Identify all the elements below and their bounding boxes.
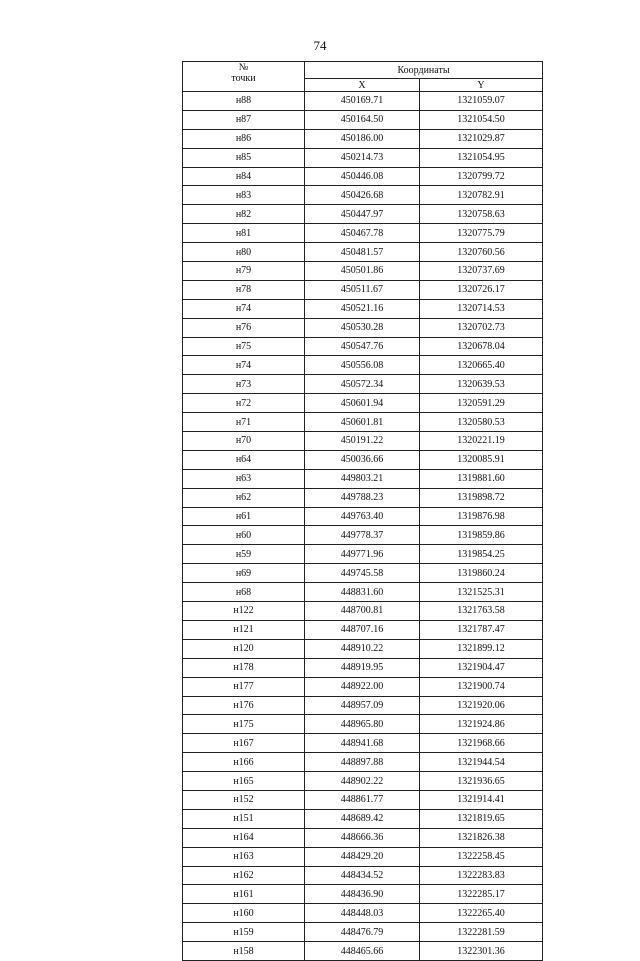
y-coordinate-cell: 1321920.06: [420, 696, 543, 715]
table-row: [183, 92, 543, 111]
point-number-cell: н151: [183, 809, 305, 828]
x-coordinate-cell: 450169.71: [305, 92, 420, 111]
point-number-cell: н70: [183, 432, 305, 451]
point-number-cell: н82: [183, 205, 305, 224]
x-coordinate-cell: 450446.08: [305, 167, 420, 186]
y-coordinate-cell: 1322265.40: [420, 904, 543, 923]
y-coordinate-cell: 1321819.65: [420, 809, 543, 828]
table-row: [183, 847, 543, 866]
point-number-cell: н62: [183, 488, 305, 507]
y-coordinate-cell: 1319898.72: [420, 488, 543, 507]
table-row: [183, 224, 543, 243]
y-coordinate-cell: 1320782.91: [420, 186, 543, 205]
table-row: [183, 790, 543, 809]
y-coordinate-cell: 1319876.98: [420, 507, 543, 526]
table-row: [183, 885, 543, 904]
point-number-cell: н83: [183, 186, 305, 205]
table-row: [183, 432, 543, 451]
y-coordinate-cell: 1320639.53: [420, 375, 543, 394]
table-row: [183, 148, 543, 167]
y-coordinate-cell: 1319881.60: [420, 469, 543, 488]
table-row: [183, 639, 543, 658]
x-coordinate-cell: 448922.00: [305, 677, 420, 696]
y-coordinate-cell: 1321054.50: [420, 110, 543, 129]
y-coordinate-cell: 1322281.59: [420, 923, 543, 942]
x-coordinate-cell: 448434.52: [305, 866, 420, 885]
table-row: [183, 620, 543, 639]
table-row: [183, 318, 543, 337]
point-number-cell: н74: [183, 299, 305, 318]
table-row: [183, 809, 543, 828]
x-coordinate-cell: 448436.90: [305, 885, 420, 904]
y-coordinate-cell: 1319854.25: [420, 545, 543, 564]
y-coordinate-cell: 1320085.91: [420, 450, 543, 469]
y-coordinate-cell: 1321899.12: [420, 639, 543, 658]
x-coordinate-cell: 449745.58: [305, 564, 420, 583]
x-coordinate-cell: 448476.79: [305, 923, 420, 942]
x-coordinate-cell: 450521.16: [305, 299, 420, 318]
y-coordinate-cell: 1320726.17: [420, 280, 543, 299]
page-number: 74: [313, 38, 327, 53]
point-number-cell: н78: [183, 280, 305, 299]
x-coordinate-cell: 448941.68: [305, 734, 420, 753]
point-number-cell: н162: [183, 866, 305, 885]
table-row: [183, 394, 543, 413]
table-row: [183, 715, 543, 734]
table-row: [183, 299, 543, 318]
y-coordinate-cell: 1322285.17: [420, 885, 543, 904]
table-header: [183, 62, 543, 92]
y-coordinate-cell: 1320591.29: [420, 394, 543, 413]
table-row: [183, 488, 543, 507]
point-number-cell: н71: [183, 413, 305, 432]
point-number-cell: н73: [183, 375, 305, 394]
point-number-cell: н122: [183, 602, 305, 621]
x-coordinate-cell: 450501.86: [305, 262, 420, 281]
table-row: [183, 526, 543, 545]
point-number-header-label: точки: [231, 73, 256, 84]
point-number-cell: н63: [183, 469, 305, 488]
table-row: [183, 337, 543, 356]
x-coordinate-cell: 450214.73: [305, 148, 420, 167]
point-number-cell: н175: [183, 715, 305, 734]
point-number-cell: н163: [183, 847, 305, 866]
x-coordinate-cell: 448902.22: [305, 772, 420, 791]
point-number-cell: н165: [183, 772, 305, 791]
table-row: [183, 583, 543, 602]
x-coordinate-cell: 448707.16: [305, 620, 420, 639]
x-coordinate-cell: 450164.50: [305, 110, 420, 129]
x-coordinate-cell: 450547.76: [305, 337, 420, 356]
x-coordinate-cell: 448666.36: [305, 828, 420, 847]
x-coordinate-cell: 450511.67: [305, 280, 420, 299]
x-coordinate-cell: 448465.66: [305, 942, 420, 961]
y-coordinate-cell: 1321936.65: [420, 772, 543, 791]
x-coordinate-cell: 448861.77: [305, 790, 420, 809]
y-coordinate-cell: 1322301.36: [420, 942, 543, 961]
y-coordinate-cell: 1320758.63: [420, 205, 543, 224]
y-coordinate-cell: 1321059.07: [420, 92, 543, 111]
y-coordinate-cell: 1320760.56: [420, 243, 543, 262]
x-coordinate-cell: 450426.68: [305, 186, 420, 205]
point-number-cell: н176: [183, 696, 305, 715]
y-coordinate-cell: 1320775.79: [420, 224, 543, 243]
table-row: [183, 923, 543, 942]
y-coordinate-cell: 1322283.83: [420, 866, 543, 885]
y-coordinate-cell: 1322258.45: [420, 847, 543, 866]
coordinates-header: Координаты: [305, 62, 543, 79]
point-number-cell: н166: [183, 753, 305, 772]
point-number-cell: н178: [183, 658, 305, 677]
y-coordinate-cell: 1320702.73: [420, 318, 543, 337]
point-number-cell: н87: [183, 110, 305, 129]
table-row: [183, 545, 543, 564]
point-number-cell: н85: [183, 148, 305, 167]
y-coordinate-cell: 1320714.53: [420, 299, 543, 318]
table-row: [183, 186, 543, 205]
table-row: [183, 866, 543, 885]
y-coordinate-cell: 1319860.24: [420, 564, 543, 583]
y-coordinate-cell: 1320799.72: [420, 167, 543, 186]
point-number-cell: н59: [183, 545, 305, 564]
x-coordinate-cell: 450530.28: [305, 318, 420, 337]
y-coordinate-cell: 1321900.74: [420, 677, 543, 696]
point-number-cell: н177: [183, 677, 305, 696]
point-number-cell: н152: [183, 790, 305, 809]
table-row: [183, 167, 543, 186]
point-number-header-symbol: №: [238, 62, 249, 73]
table-body: [183, 92, 543, 961]
table-row: [183, 753, 543, 772]
point-number-cell: н79: [183, 262, 305, 281]
point-number-cell: н75: [183, 337, 305, 356]
x-column-header: X: [305, 79, 420, 92]
point-number-cell: н161: [183, 885, 305, 904]
x-coordinate-cell: 448957.09: [305, 696, 420, 715]
table-row: [183, 205, 543, 224]
point-number-cell: н61: [183, 507, 305, 526]
y-coordinate-cell: 1321787.47: [420, 620, 543, 639]
y-coordinate-cell: 1320580.53: [420, 413, 543, 432]
y-coordinate-cell: 1321054.95: [420, 148, 543, 167]
table-row: [183, 564, 543, 583]
y-coordinate-cell: 1320665.40: [420, 356, 543, 375]
table-row: [183, 243, 543, 262]
y-coordinate-cell: 1321914.41: [420, 790, 543, 809]
point-number-cell: н64: [183, 450, 305, 469]
point-number-cell: н164: [183, 828, 305, 847]
point-number-cell: н160: [183, 904, 305, 923]
x-coordinate-cell: 449788.23: [305, 488, 420, 507]
x-coordinate-cell: 448919.95: [305, 658, 420, 677]
point-number-cell: н158: [183, 942, 305, 961]
x-coordinate-cell: 450467.78: [305, 224, 420, 243]
table-row: [183, 110, 543, 129]
y-column-header: Y: [420, 79, 543, 92]
table-row: [183, 658, 543, 677]
y-coordinate-cell: 1321968.66: [420, 734, 543, 753]
x-coordinate-cell: 450036.66: [305, 450, 420, 469]
x-coordinate-cell: 448831.60: [305, 583, 420, 602]
point-number-cell: н60: [183, 526, 305, 545]
x-coordinate-cell: 448700.81: [305, 602, 420, 621]
table-row: [183, 375, 543, 394]
table-row: [183, 469, 543, 488]
table-row: [183, 262, 543, 281]
y-coordinate-cell: 1321763.58: [420, 602, 543, 621]
table-row: [183, 280, 543, 299]
point-number-cell: н80: [183, 243, 305, 262]
table-row: [183, 602, 543, 621]
point-number-cell: н68: [183, 583, 305, 602]
point-number-cell: н84: [183, 167, 305, 186]
x-coordinate-cell: 448448.03: [305, 904, 420, 923]
x-coordinate-cell: 448965.80: [305, 715, 420, 734]
x-coordinate-cell: 450186.00: [305, 129, 420, 148]
x-coordinate-cell: 449763.40: [305, 507, 420, 526]
table-row: [183, 772, 543, 791]
point-number-cell: н86: [183, 129, 305, 148]
point-number-cell: н88: [183, 92, 305, 111]
table-row: [183, 696, 543, 715]
table-row: [183, 734, 543, 753]
y-coordinate-cell: 1320737.69: [420, 262, 543, 281]
y-coordinate-cell: 1321029.87: [420, 129, 543, 148]
y-coordinate-cell: 1321924.86: [420, 715, 543, 734]
x-coordinate-cell: 450572.34: [305, 375, 420, 394]
y-coordinate-cell: 1321944.54: [420, 753, 543, 772]
x-coordinate-cell: 448689.42: [305, 809, 420, 828]
coordinates-table: [182, 61, 543, 961]
y-coordinate-cell: 1321904.47: [420, 658, 543, 677]
point-number-cell: н76: [183, 318, 305, 337]
x-coordinate-cell: 450447.97: [305, 205, 420, 224]
point-number-cell: н120: [183, 639, 305, 658]
x-coordinate-cell: 450481.57: [305, 243, 420, 262]
table-row: [183, 356, 543, 375]
y-coordinate-cell: 1321525.31: [420, 583, 543, 602]
x-coordinate-cell: 448429.20: [305, 847, 420, 866]
x-coordinate-cell: 450601.94: [305, 394, 420, 413]
table-row: [183, 828, 543, 847]
y-coordinate-cell: 1320678.04: [420, 337, 543, 356]
x-coordinate-cell: 450191.22: [305, 432, 420, 451]
x-coordinate-cell: 449771.96: [305, 545, 420, 564]
x-coordinate-cell: 449803.21: [305, 469, 420, 488]
y-coordinate-cell: 1321826.38: [420, 828, 543, 847]
point-number-cell: н69: [183, 564, 305, 583]
table-row: [183, 450, 543, 469]
point-number-header: [183, 62, 305, 92]
point-number-cell: н121: [183, 620, 305, 639]
x-coordinate-cell: 448910.22: [305, 639, 420, 658]
table-row: [183, 507, 543, 526]
point-number-cell: н159: [183, 923, 305, 942]
y-coordinate-cell: 1319859.86: [420, 526, 543, 545]
y-coordinate-cell: 1320221.19: [420, 432, 543, 451]
x-coordinate-cell: 449778.37: [305, 526, 420, 545]
x-coordinate-cell: 448897.88: [305, 753, 420, 772]
point-number-cell: н74: [183, 356, 305, 375]
point-number-cell: н72: [183, 394, 305, 413]
point-number-cell: н167: [183, 734, 305, 753]
table-row: [183, 904, 543, 923]
point-number-cell: н81: [183, 224, 305, 243]
x-coordinate-cell: 450601.81: [305, 413, 420, 432]
x-coordinate-cell: 450556.08: [305, 356, 420, 375]
table-row: [183, 129, 543, 148]
table-row: [183, 942, 543, 961]
table-row: [183, 677, 543, 696]
table-row: [183, 413, 543, 432]
